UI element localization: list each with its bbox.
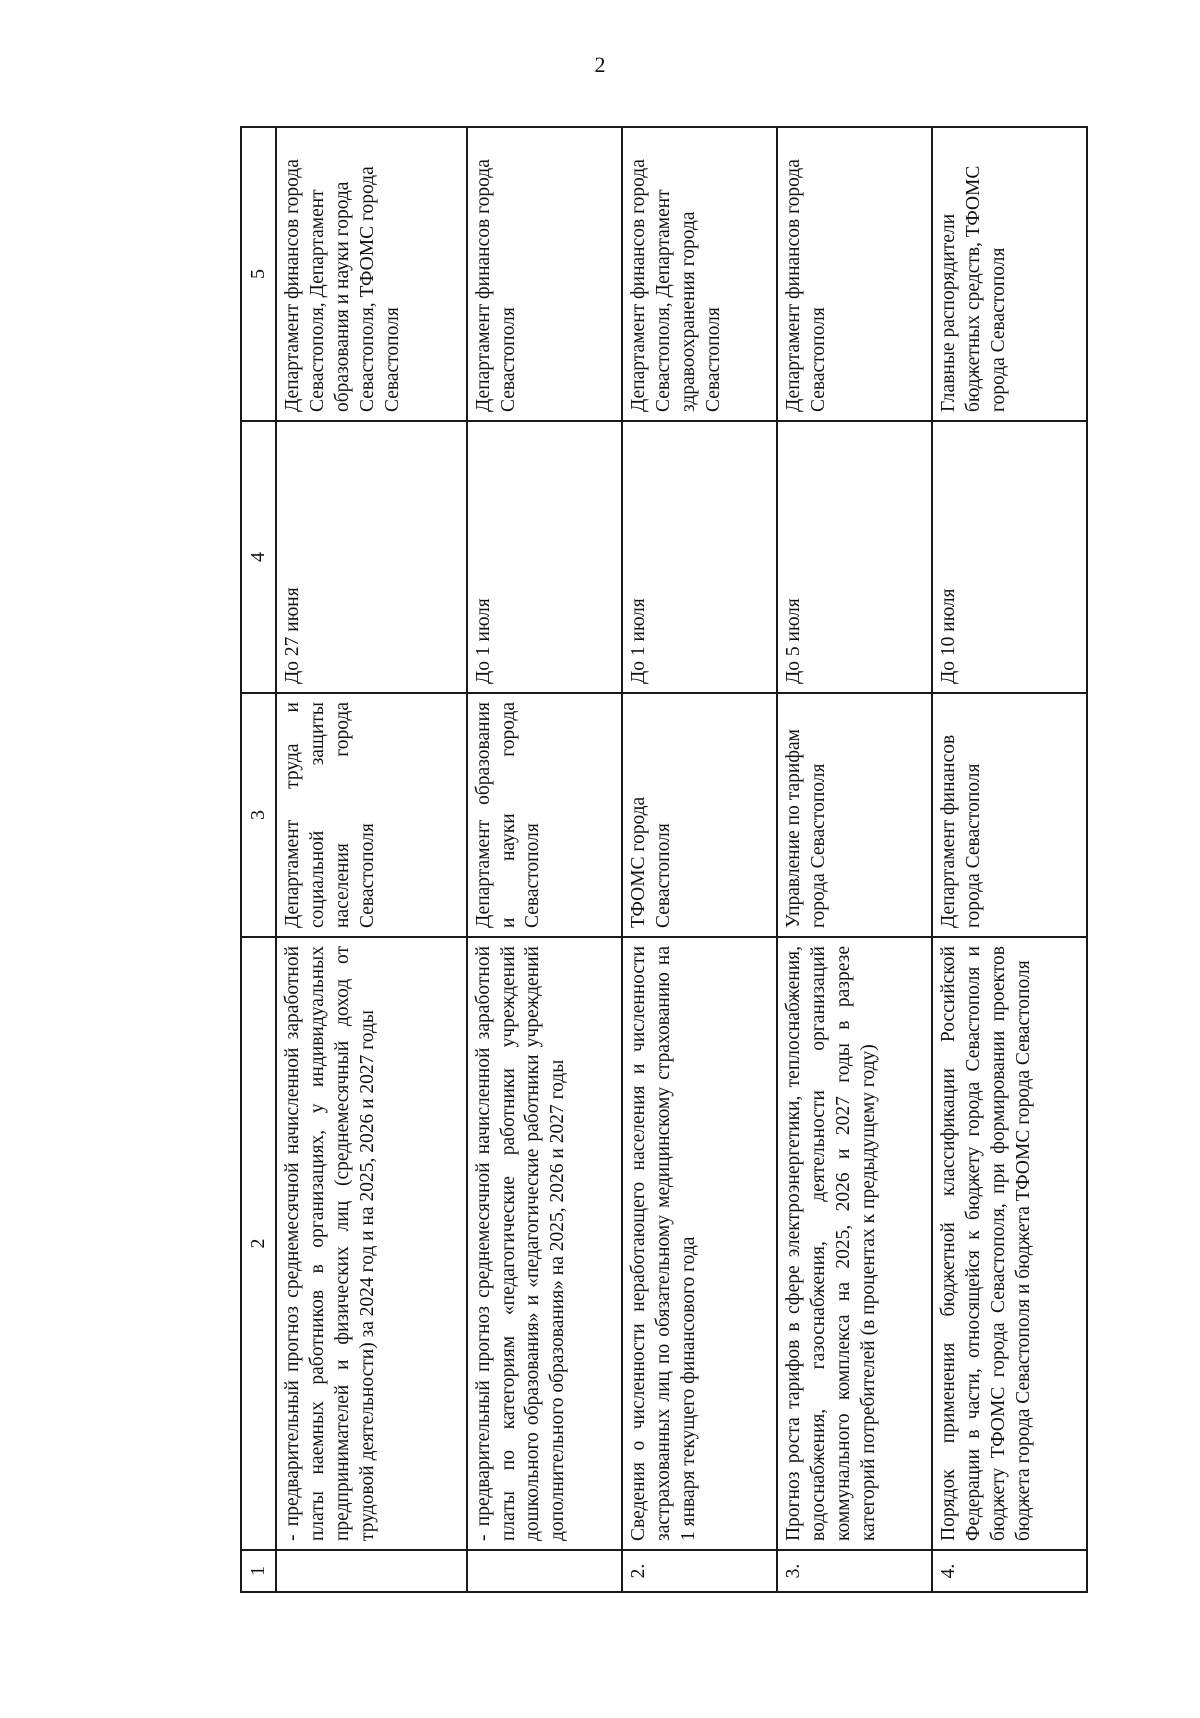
row-recipient: Департамент финансов города Севастополя, Департамент образования и науки города Севастополя, ТФОМС города Севастополя: [276, 127, 467, 421]
row-description: Прогноз роста тарифов в сфере электроэнергетики, теплоснабжения, водоснабжения, газоснабжения, деятельности организаций коммунального комплекса на 2025, 2026 и 2027 годы в разрезе категорий потребителей (в процентах к предыдущему году): [777, 937, 932, 1550]
row-recipient: Департамент финансов города Севастополя: [467, 127, 622, 421]
column-header: 2: [241, 937, 276, 1550]
row-description: - предварительный прогноз среднемесячной начисленной заработной платы по категориям «педагогические работники учреждений дошкольного образования» и «педагогические работники учреждений дополнительного образования» на 2025, 2026 и 2027 годы: [467, 937, 622, 1550]
row-number: [276, 1550, 467, 1592]
row-deadline: До 1 июля: [467, 421, 622, 693]
table-row: [467, 127, 622, 1592]
row-recipient: Департамент финансов города Севастополя: [777, 127, 932, 421]
row-source: ТФОМС города Севастополя: [622, 693, 777, 937]
column-header: 5: [241, 127, 276, 421]
table-row: [932, 127, 1087, 1592]
row-deadline: До 10 июля: [932, 421, 1087, 693]
rotated-table-wrapper: [240, 128, 1088, 1593]
table-header-row: [241, 127, 276, 1592]
row-number: 3.: [777, 1550, 932, 1592]
row-number: 2.: [622, 1550, 777, 1592]
table-row: [622, 127, 777, 1592]
row-source: Департамент финансов города Севастополя: [932, 693, 1087, 937]
row-recipient: Главные распорядители бюджетных средств, ТФОМС города Севастополя: [932, 127, 1087, 421]
row-source: Департамент труда и социальной защиты населения города Севастополя: [276, 693, 467, 937]
row-deadline: До 1 июля: [622, 421, 777, 693]
row-recipient: Департамент финансов города Севастополя, Департамент здравоохранения города Севастополя: [622, 127, 777, 421]
column-header: 4: [241, 421, 276, 693]
column-header: 1: [241, 1550, 276, 1592]
row-description: Сведения о численности неработающего населения и численности застрахованных лиц по обязательному медицинскому страхованию на 1 января текущего финансового года: [622, 937, 777, 1550]
data-table: [240, 126, 1088, 1593]
row-description: - предварительный прогноз среднемесячной начисленной заработной платы наемных работников в организациях, у индивидуальных предпринимателей и физических лиц (среднемесячный доход от трудовой деятельности) за 2024 год и на 2025, 2026 и 2027 годы: [276, 937, 467, 1550]
row-deadline: До 27 июня: [276, 421, 467, 693]
column-header: 3: [241, 693, 276, 937]
row-description: Порядок применения бюджетной классификации Российской Федерации в части, относящейся к бюджету города Севастополя и бюджету ТФОМС города Севастополя, при формировании проектов бюджета города Севастополя и бюджета ТФОМС города Севастополя: [932, 937, 1087, 1550]
row-source: Управление по тарифам города Севастополя: [777, 693, 932, 937]
row-number: 4.: [932, 1550, 1087, 1592]
page-number: 2: [594, 52, 606, 77]
row-deadline: До 5 июля: [777, 421, 932, 693]
table-row: [276, 127, 467, 1592]
row-source: Департамент образования и науки города Севастополя: [467, 693, 622, 937]
row-number: [467, 1550, 622, 1592]
table-row: [777, 127, 932, 1592]
